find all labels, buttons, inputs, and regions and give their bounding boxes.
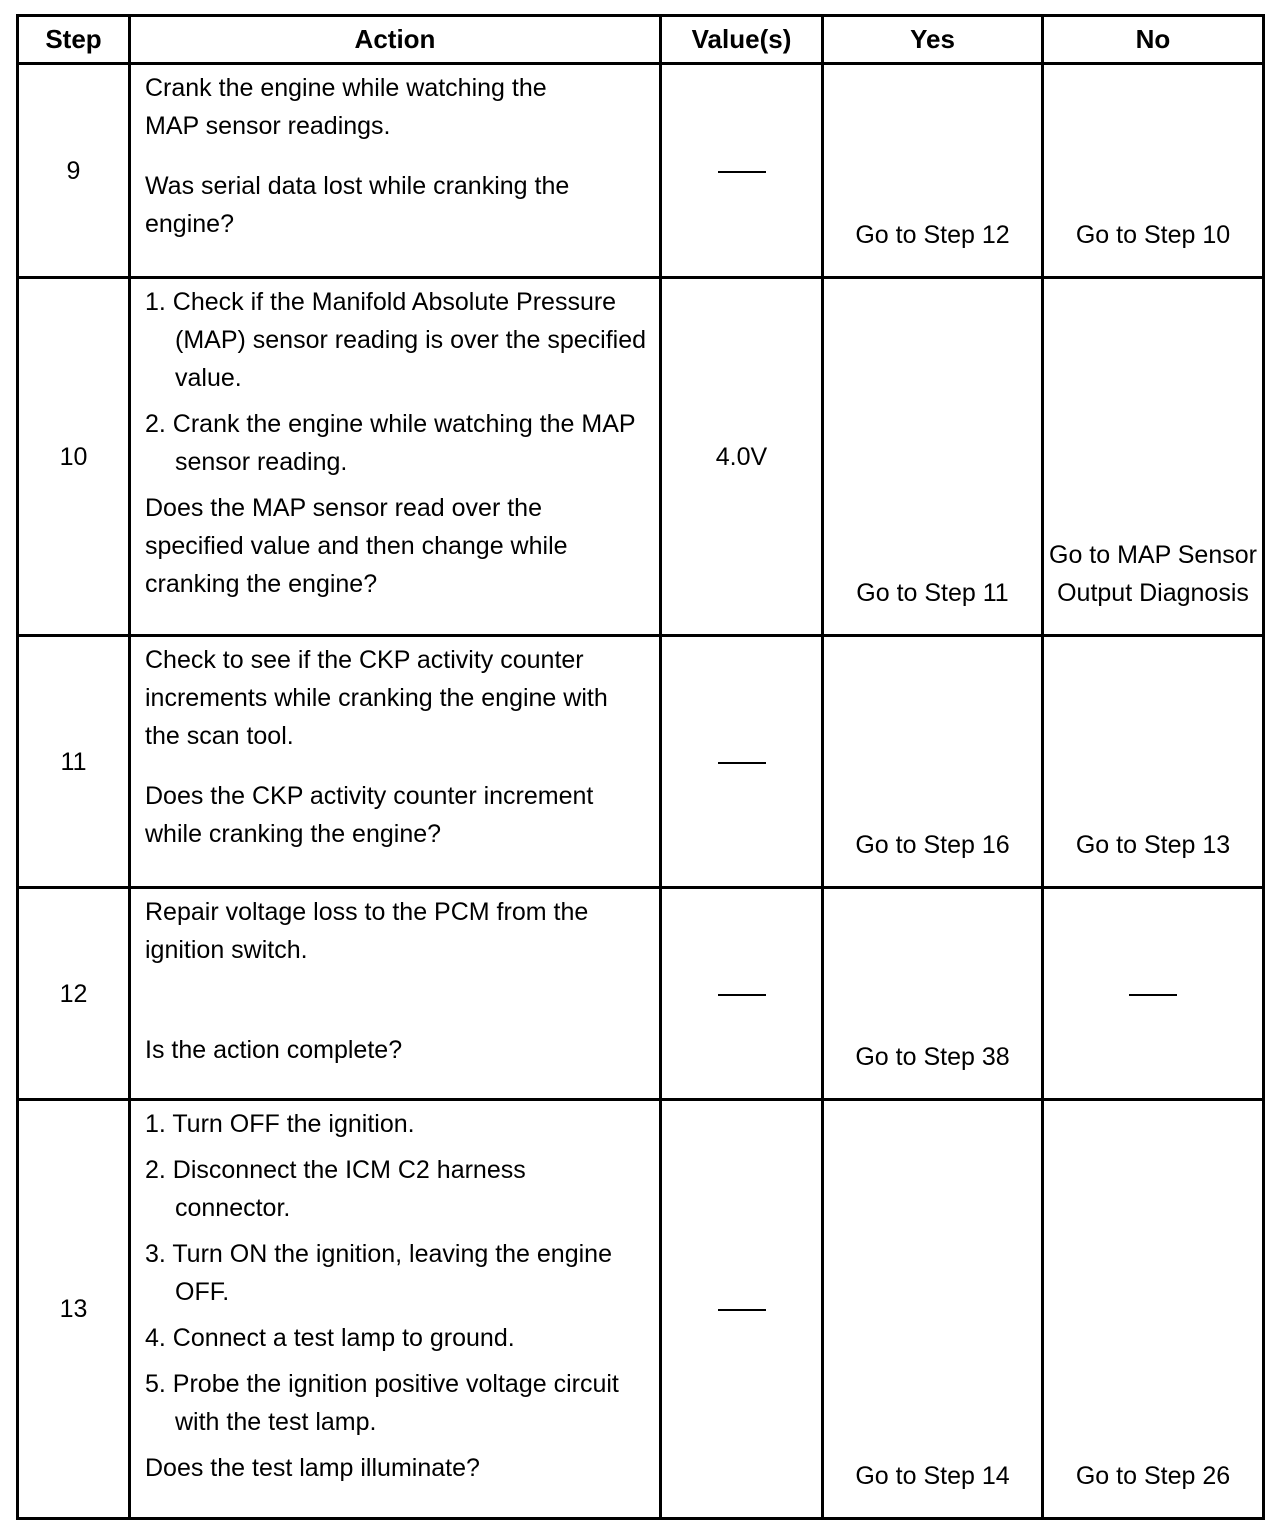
- table-row: [18, 636, 1264, 888]
- header-yes: Yes: [823, 16, 1043, 64]
- header-values: Value(s): [661, 16, 823, 64]
- action-step: 2. Disconnect the ICM C2 harness connector.: [145, 1156, 526, 1222]
- value-dash: [1129, 994, 1177, 996]
- action-step: 1. Check if the Manifold Absolute Pressure (MAP) sensor reading is over the specified value.: [145, 288, 647, 392]
- action-question: Does the MAP sensor read over the specified value and then change while cranking the engine?: [145, 494, 568, 598]
- step-number: 9: [18, 64, 130, 278]
- action-step: 3. Turn ON the ignition, leaving the engine OFF.: [145, 1240, 612, 1306]
- step-number: 10: [18, 278, 130, 636]
- table-header-row: [18, 16, 1264, 64]
- action-question: Does the test lamp illuminate?: [145, 1454, 480, 1482]
- step-number: 11: [18, 636, 130, 888]
- table-row: [18, 888, 1264, 1100]
- diagnostic-table-page: [16, 14, 1262, 1520]
- action-cell: [130, 636, 661, 888]
- no-cell: Go to Step 26: [1043, 1100, 1264, 1519]
- action-cell: [130, 1100, 661, 1519]
- value-cell: [661, 64, 823, 278]
- value-cell: 4.0V: [661, 278, 823, 636]
- value-cell: [661, 636, 823, 888]
- action-question: Is the action complete?: [145, 1036, 403, 1064]
- step-number: 12: [18, 888, 130, 1100]
- no-cell: Go to MAP Sensor Output Diagnosis: [1043, 278, 1264, 636]
- action-cell: [130, 888, 661, 1100]
- action-question: Does the CKP activity counter increment while cranking the engine?: [145, 782, 594, 848]
- action-text: Repair voltage loss to the PCM from the ignition switch.: [145, 898, 589, 964]
- step-number: 13: [18, 1100, 130, 1519]
- table-row: [18, 1100, 1264, 1519]
- value-dash: [718, 762, 766, 764]
- value-dash: [718, 171, 766, 173]
- value-cell: [661, 1100, 823, 1519]
- header-action: Action: [130, 16, 661, 64]
- action-step: 2. Crank the engine while watching the MAP sensor reading.: [145, 410, 636, 476]
- action-step: 4. Connect a test lamp to ground.: [145, 1324, 515, 1352]
- action-step: 1. Turn OFF the ignition.: [145, 1110, 415, 1138]
- yes-cell: Go to Step 38: [823, 888, 1043, 1100]
- header-step: Step: [18, 16, 130, 64]
- yes-cell: Go to Step 16: [823, 636, 1043, 888]
- action-step: 5. Probe the ignition positive voltage circuit with the test lamp.: [145, 1370, 619, 1436]
- no-cell: Go to Step 13: [1043, 636, 1264, 888]
- yes-cell: Go to Step 12: [823, 64, 1043, 278]
- yes-cell: Go to Step 14: [823, 1100, 1043, 1519]
- action-steps-list: [145, 1105, 647, 1441]
- table-row: [18, 64, 1264, 278]
- header-no: No: [1043, 16, 1264, 64]
- action-text: Check to see if the CKP activity counter increments while cranking the engine with the scan tool.: [145, 646, 608, 750]
- yes-cell: Go to Step 11: [823, 278, 1043, 636]
- action-text: Crank the engine while watching the MAP sensor readings.: [145, 74, 547, 140]
- value-dash: [718, 1309, 766, 1311]
- no-cell: [1043, 888, 1264, 1100]
- table-row: [18, 278, 1264, 636]
- value-dash: [718, 994, 766, 996]
- action-steps-list: [145, 283, 647, 481]
- value-cell: [661, 888, 823, 1100]
- action-cell: [130, 64, 661, 278]
- diagnostic-table: [16, 14, 1265, 1520]
- action-question: Was serial data lost while cranking the engine?: [145, 172, 570, 238]
- no-cell: Go to Step 10: [1043, 64, 1264, 278]
- action-cell: [130, 278, 661, 636]
